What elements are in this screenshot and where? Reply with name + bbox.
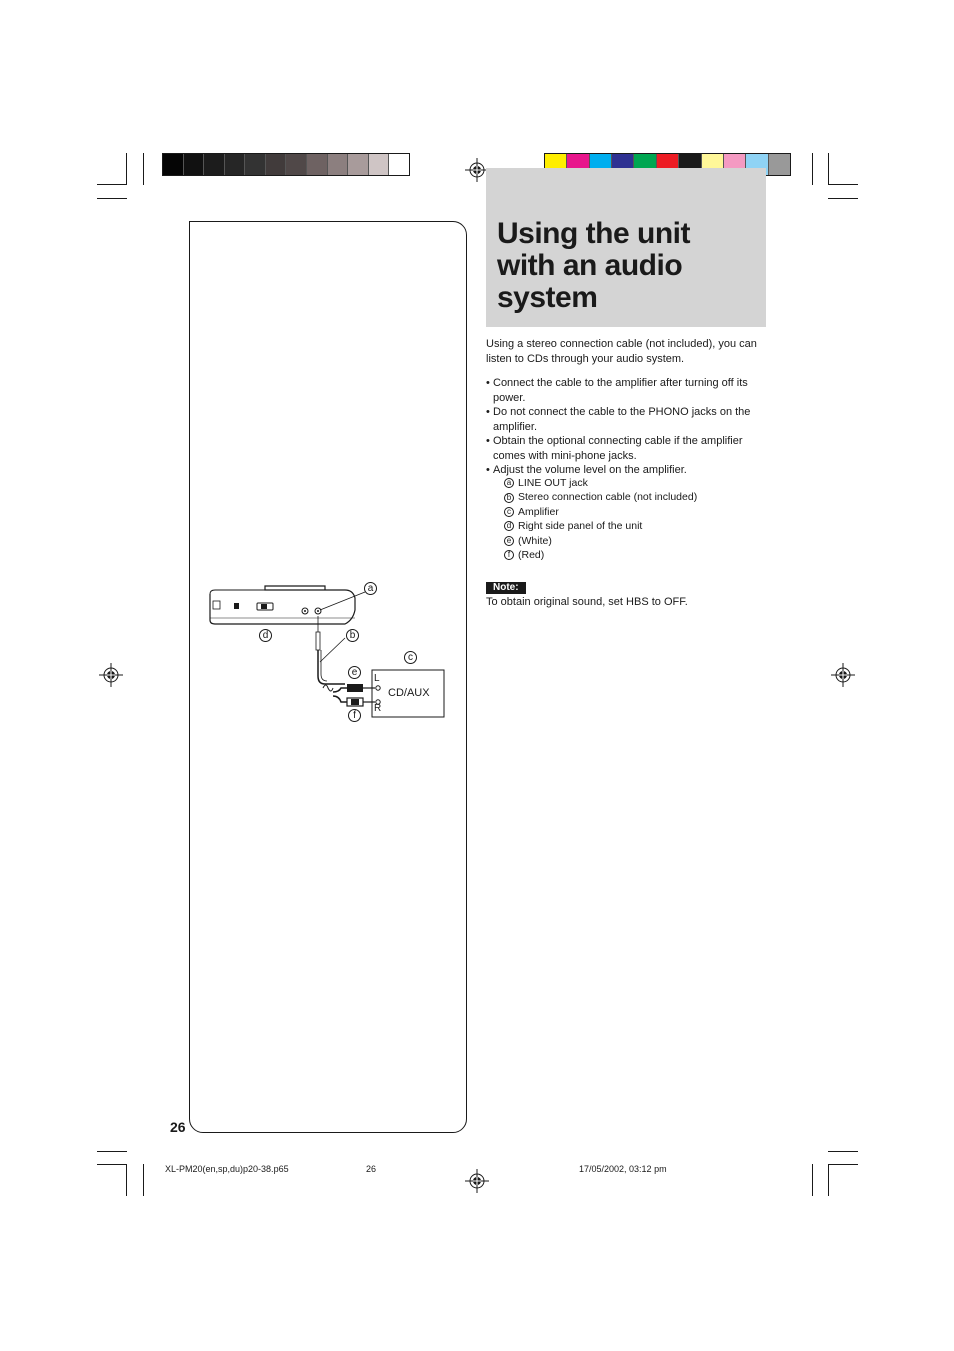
- crop-mark: [812, 1164, 813, 1196]
- crop-mark: [828, 1151, 858, 1152]
- crop-mark: [828, 184, 858, 185]
- legend-text: LINE OUT jack: [518, 476, 588, 489]
- footer-file: XL-PM20(en,sp,du)p20-38.p65: [165, 1164, 289, 1174]
- crop-mark: [828, 1164, 858, 1165]
- note-text: To obtain original sound, set HBS to OFF.: [486, 596, 688, 608]
- legend-key: f: [504, 550, 514, 560]
- color-swatch: [204, 154, 225, 175]
- list-item: • Do not connect the cable to the PHONO jacks on the amplifier.: [486, 406, 751, 433]
- color-swatch: [328, 154, 349, 175]
- crop-mark: [143, 1164, 144, 1196]
- amplifier-label: CD/AUX: [388, 687, 430, 699]
- callout-d: d: [259, 629, 272, 642]
- grey-scale-bar: [162, 153, 410, 176]
- footer-page: 26: [366, 1164, 377, 1174]
- color-swatch: [266, 154, 287, 175]
- bullet-text: Adjust the volume level on the amplifier.: [493, 464, 687, 476]
- legend-item: [504, 519, 697, 533]
- crop-mark: [143, 153, 144, 185]
- channel-left-label: L: [374, 673, 380, 684]
- color-swatch: [245, 154, 266, 175]
- color-swatch: [225, 154, 246, 175]
- legend-item: [504, 476, 697, 490]
- callout-b: b: [346, 629, 359, 642]
- legend-text: (White): [518, 534, 552, 547]
- legend-text: Amplifier: [518, 505, 559, 518]
- callout-f: f: [348, 709, 361, 722]
- legend-item: [504, 505, 697, 519]
- legend-item: [504, 548, 697, 562]
- list-item: • Connect the cable to the amplifier after turning off its power.: [486, 377, 748, 404]
- note-label: Note:: [486, 582, 526, 594]
- crop-mark: [126, 1164, 127, 1196]
- channel-right-label: R: [374, 703, 382, 714]
- callout-a: a: [364, 582, 377, 595]
- color-swatch: [163, 154, 184, 175]
- crop-mark: [97, 1164, 127, 1165]
- crop-mark: [828, 198, 858, 199]
- legend-key: b: [504, 493, 514, 503]
- color-swatch: [307, 154, 328, 175]
- crop-mark: [97, 184, 127, 185]
- color-swatch: [184, 154, 205, 175]
- legend-key: d: [504, 521, 514, 531]
- color-swatch: [348, 154, 369, 175]
- legend-key: a: [504, 478, 514, 488]
- bullet-text: Obtain the optional connecting cable if the amplifier comes with mini-phone jacks.: [493, 435, 743, 462]
- page-title: Using the unit with an audio system: [497, 217, 690, 314]
- legend-text: Right side panel of the unit: [518, 520, 643, 533]
- diagram-legend: [504, 476, 697, 562]
- precautions-list: [486, 376, 771, 478]
- callout-e: e: [348, 666, 361, 679]
- bullet-text: Do not connect the cable to the PHONO jacks on the amplifier.: [493, 406, 751, 433]
- crop-mark: [97, 198, 127, 199]
- crop-mark: [126, 153, 127, 185]
- crop-mark: [828, 153, 829, 185]
- legend-text: Stereo connection cable (not included): [518, 491, 698, 504]
- color-swatch: [286, 154, 307, 175]
- footer-timestamp: 17/05/2002, 03:12 pm: [579, 1164, 667, 1174]
- intro-paragraph: Using a stereo connection cable (not included), you can listen to CDs through your audio system.: [486, 338, 757, 365]
- legend-item: [504, 490, 697, 504]
- list-item: • Adjust the volume level on the amplifier.: [486, 464, 687, 476]
- crop-mark: [828, 1164, 829, 1196]
- crop-mark: [97, 1151, 127, 1152]
- legend-key: c: [504, 507, 514, 517]
- color-swatch: [389, 154, 409, 175]
- list-item: • Obtain the optional connecting cable if the amplifier comes with mini-phone jacks.: [486, 435, 743, 462]
- connection-diagram: [205, 580, 455, 730]
- legend-item: [504, 534, 697, 548]
- page-number: 26: [170, 1119, 186, 1135]
- callout-c: c: [404, 651, 417, 664]
- color-swatch: [369, 154, 390, 175]
- bullet-text: Connect the cable to the amplifier after turning off its power.: [493, 377, 748, 404]
- legend-text: (Red): [518, 548, 545, 561]
- crop-mark: [812, 153, 813, 185]
- color-swatch: [769, 154, 790, 175]
- registration-mark-icon: [465, 1169, 489, 1193]
- registration-mark-icon: [831, 663, 855, 687]
- legend-key: e: [504, 536, 514, 546]
- registration-mark-icon: [99, 663, 123, 687]
